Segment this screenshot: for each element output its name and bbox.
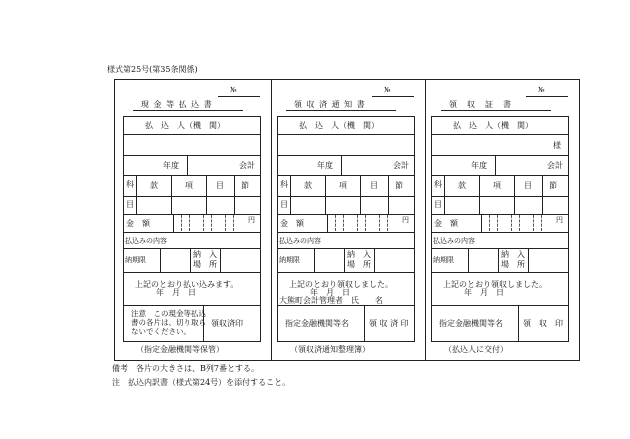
kamoku-mid-line [444,196,569,197]
row-line [277,272,415,273]
digit-separator [181,215,182,231]
digit-separator [533,215,534,231]
number-underline [526,96,568,97]
digit-separator [365,215,366,231]
stamp-divider [518,305,519,342]
kamoku-col-line [514,175,515,214]
kamoku-top: 科 [280,180,288,189]
kamoku-col-line [206,175,207,214]
payer-label: 払 込 人（機 関） [145,121,225,130]
amount-divider [173,214,174,232]
kan-label: 款 [304,181,312,190]
kamoku-col-line [388,175,389,214]
row-line [277,134,415,135]
kamoku-divider [444,175,445,214]
number-underline [372,96,414,97]
number-mark: № [384,86,391,94]
panel-footer: （指定金融機関等保管） [136,345,224,354]
kamoku-col-line [479,175,480,214]
date-label: 年 月 日 [310,288,350,297]
deadline-label: 納期限 [433,256,454,264]
deadline-divider [374,248,375,272]
row-line [277,155,415,156]
kou-label: 項 [493,181,501,190]
date-label: 年 月 日 [156,288,196,297]
panel-footer: （払込人に交付） [444,345,508,354]
deadline-divider [220,248,221,272]
kamoku-top: 科 [434,180,442,189]
pay-place-label: 納 入 場 所 [193,250,217,269]
content-label: 払込みの内容 [279,237,321,245]
row-line [431,305,569,306]
year-divider [495,155,496,175]
caution-text: 注意 この現金等払込 書の各片は、切り取ら ないでください。 [131,309,206,336]
kamoku-mid-line [290,196,415,197]
setsu-label: 節 [395,181,403,190]
year-label: 年度 [471,161,487,170]
title-underline [441,110,551,111]
content-label: 払込みの内容 [125,237,167,245]
kamoku-mid-line [136,196,261,197]
digit-separator [189,215,190,231]
deadline-divider [498,248,499,272]
title-underline [133,110,243,111]
note-2: 注 払込内訳書（様式第24号）を添付すること。 [112,378,291,387]
row-line [431,232,569,233]
digit-separator [343,215,344,231]
pay-place-label: 納 入 場 所 [501,250,525,269]
date-label: 年 月 日 [464,288,504,297]
kamoku-col-line [171,175,172,214]
row-line [431,134,569,135]
kamoku-col-line [542,175,543,214]
kamoku-col-line [360,175,361,214]
panel-footer: （領収済通知整理簿） [290,345,370,354]
row-line [277,232,415,233]
setsu-label: 節 [549,181,557,190]
deadline-divider [160,248,161,272]
deadline-divider [314,248,315,272]
payer-label: 払 込 人（機 関） [453,121,533,130]
digit-separator [541,215,542,231]
digit-separator [379,215,380,231]
yen-label: 円 [248,216,255,224]
row-line [277,214,415,215]
deadline-divider [528,248,529,272]
account-label: 会計 [239,161,255,170]
panel-box [431,116,569,342]
yen-label: 円 [402,216,409,224]
panel-separator [425,79,426,361]
panel-title: 領 収 済 通 知 書 [294,100,366,109]
title-underline [286,110,396,111]
digit-separator [497,215,498,231]
amount-label: 金 額 [280,219,304,228]
panel-title: 現 金 等 払 込 書 [141,100,213,109]
moku-label: 目 [216,181,224,190]
digit-separator [387,215,388,231]
year-divider [341,155,342,175]
digit-separator [511,215,512,231]
digit-separator [211,215,212,231]
year-label: 年度 [163,161,179,170]
amount-label: 金 額 [434,219,458,228]
digit-separator [225,215,226,231]
moku-label: 目 [524,181,532,190]
kou-label: 項 [185,181,193,190]
stamp-divider [203,305,204,342]
note-1: 備考 各片の大きさは、B列7番とする。 [112,364,259,373]
kou-label: 項 [339,181,347,190]
row-line [123,248,261,249]
deadline-divider [344,248,345,272]
row-line [123,272,261,273]
row-line [431,214,569,215]
stamp-label: 領 収 印 [523,319,563,328]
digit-separator [489,215,490,231]
row-line [123,232,261,233]
row-line [431,272,569,273]
panel-separator [271,79,272,361]
number-underline [218,96,260,97]
pay-place-label: 納 入 場 所 [347,250,371,269]
kamoku-divider [136,175,137,214]
kamoku-divider [290,175,291,214]
deadline-divider [190,248,191,272]
stamp-label: 領 収 済 印 [369,319,409,328]
stamp-divider [364,305,365,342]
number-mark: № [538,86,545,94]
kan-label: 款 [458,181,466,190]
digit-separator [233,215,234,231]
digit-separator [357,215,358,231]
form-label: 様式第25号(第35条関係) [107,65,198,74]
bank-label: 指定金融機関等名 [439,319,503,328]
amount-divider [327,214,328,232]
row-line [123,305,261,306]
panel-box [277,116,415,342]
amount-divider [481,214,482,232]
row-line [277,175,415,176]
kan-label: 款 [150,181,158,190]
confirm-message: 上記のとおり領収しました。 [443,280,547,289]
treasurer-line: 大熊町会計管理者 氏 名 [279,296,383,305]
deadline-label: 納期限 [279,256,300,264]
confirm-message: 上記のとおり払い込みます。 [135,280,239,289]
year-label: 年度 [317,161,333,170]
content-label: 払込みの内容 [433,237,475,245]
amount-label: 金 額 [126,219,150,228]
yen-label: 円 [556,216,563,224]
row-line [123,175,261,176]
account-label: 会計 [547,161,563,170]
number-mark: № [230,86,237,94]
digit-separator [519,215,520,231]
kamoku-top: 科 [126,180,134,189]
kamoku-bottom: 目 [280,200,288,209]
year-divider [187,155,188,175]
row-line [123,214,261,215]
panel-title: 領 収 証 書 [449,100,512,109]
kamoku-col-line [234,175,235,214]
account-label: 会計 [393,161,409,170]
moku-label: 目 [370,181,378,190]
confirm-message: 上記のとおり領収しました。 [289,280,393,289]
row-line [431,175,569,176]
digit-separator [203,215,204,231]
kamoku-bottom: 目 [434,200,442,209]
payer-suffix: 様 [553,141,561,150]
row-line [123,155,261,156]
row-line [277,248,415,249]
deadline-label: 納期限 [125,256,146,264]
row-line [431,155,569,156]
kamoku-bottom: 目 [126,200,134,209]
digit-separator [335,215,336,231]
stamp-label: 領収済印 [211,319,243,328]
bank-label: 指定金融機関等名 [285,319,349,328]
row-line [123,134,261,135]
row-line [431,248,569,249]
deadline-divider [468,248,469,272]
kamoku-col-line [325,175,326,214]
setsu-label: 節 [241,181,249,190]
payer-label: 払 込 人（機 関） [299,121,379,130]
